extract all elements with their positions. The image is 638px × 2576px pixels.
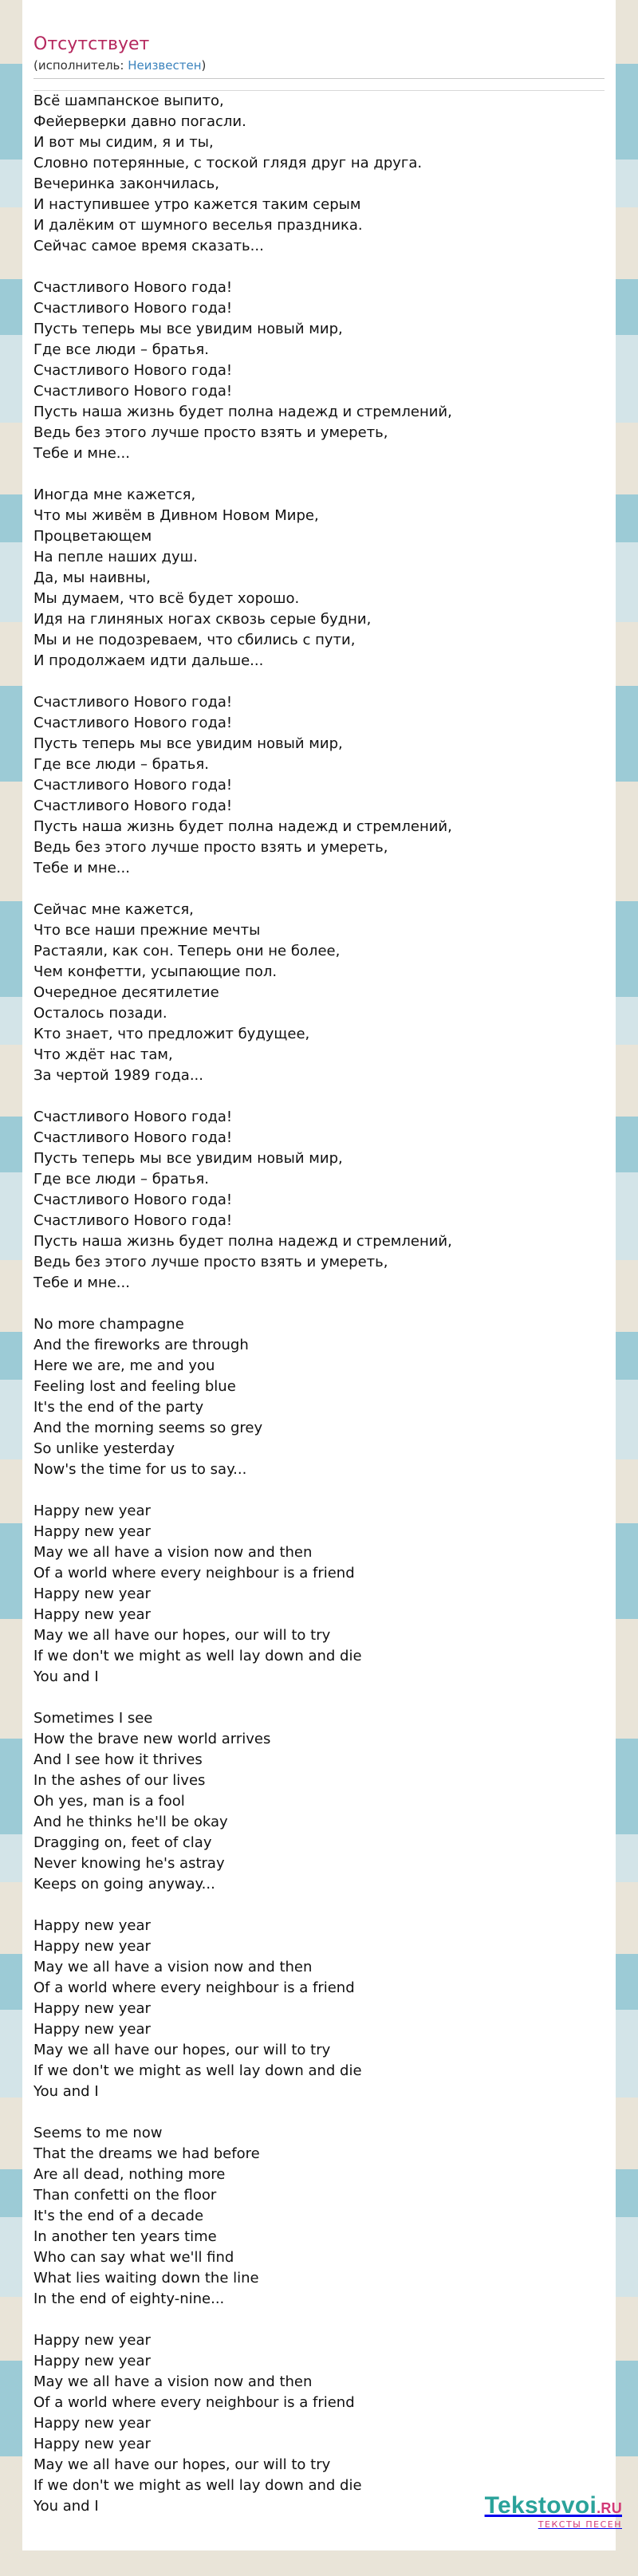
lyrics-stanza bbox=[33, 900, 605, 1086]
lyrics-line: Happy new year bbox=[33, 1523, 151, 1540]
lyrics-line: May we all have a vision now and then bbox=[33, 2373, 313, 2390]
lyrics-line: Happy new year bbox=[33, 1503, 151, 1519]
lyrics-line: Вечеринка закончилась, bbox=[33, 175, 219, 192]
lyrics-line: Sometimes I see bbox=[33, 1710, 153, 1727]
lyrics-line: Oh yes, man is a fool bbox=[33, 1793, 185, 1810]
lyrics-line: Тебе и мне... bbox=[33, 860, 130, 876]
lyrics-stanza bbox=[33, 1501, 605, 1688]
lyrics-line: Счастливого Нового года! bbox=[33, 694, 233, 711]
lyrics-line: Happy new year bbox=[33, 1606, 151, 1623]
lyrics-line: Словно потерянные, с тоской глядя друг на друга. bbox=[33, 155, 423, 171]
lyrics-stanza bbox=[33, 2123, 605, 2310]
lyrics-line: Of a world where every neighbour is a friend bbox=[33, 1979, 355, 1996]
lyrics-line: Now's the time for us to say... bbox=[33, 1461, 247, 1478]
lyrics-line: Happy new year bbox=[33, 2332, 151, 2349]
lyrics-line: Ведь без этого лучше просто взять и умереть, bbox=[33, 424, 388, 441]
lyrics-line: Keeps on going anyway... bbox=[33, 1876, 215, 1893]
lyrics-line: Да, мы наивны, bbox=[33, 569, 151, 586]
lyrics-line: Что ждёт нас там, bbox=[33, 1046, 173, 1063]
lyrics-line: За чертой 1989 года... bbox=[33, 1067, 203, 1084]
lyrics-line: May we all have our hopes, our will to try bbox=[33, 2456, 331, 2473]
site-logo[interactable] bbox=[485, 2493, 622, 2530]
lyrics-line: Мы думаем, что всё будет хорошо. bbox=[33, 590, 300, 607]
lyrics-line: Мы и не подозреваем, что сбились с пути, bbox=[33, 632, 356, 648]
lyrics-line: Где все люди – братья. bbox=[33, 756, 209, 773]
lyrics-line: Счастливого Нового года! bbox=[33, 1129, 233, 1146]
lyrics-line: Счастливого Нового года! bbox=[33, 798, 233, 814]
lyrics-line: Happy new year bbox=[33, 2000, 151, 2017]
lyrics-stanza bbox=[33, 278, 605, 464]
lyrics-line: You and I bbox=[33, 2083, 99, 2100]
lyrics-line: Счастливого Нового года! bbox=[33, 300, 233, 317]
lyrics-line: Очередное десятилетие bbox=[33, 984, 219, 1001]
lyrics-line: And he thinks he'll be okay bbox=[33, 1814, 228, 1830]
lyrics-line: And I see how it thrives bbox=[33, 1751, 203, 1768]
lyrics-line: In the end of eighty-nine... bbox=[33, 2290, 225, 2307]
lyrics-line: Тебе и мне... bbox=[33, 1274, 130, 1291]
lyrics-line: Счастливого Нового года! bbox=[33, 777, 233, 794]
lyrics-line: Кто знает, что предложит будущее, bbox=[33, 1026, 310, 1042]
lyrics-stanza bbox=[33, 91, 605, 257]
lyrics-line: Пусть наша жизнь будет полна надежд и стремлений, bbox=[33, 818, 452, 835]
lyrics-line: Процветающем bbox=[33, 528, 152, 545]
lyrics-line: Happy new year bbox=[33, 2415, 151, 2432]
lyrics-line: If we don't we might as well lay down and die bbox=[33, 1648, 362, 1664]
lyrics-line: It's the end of a decade bbox=[33, 2208, 204, 2224]
lyrics-line: Happy new year bbox=[33, 2436, 151, 2452]
lyrics-stanza bbox=[33, 692, 605, 879]
lyrics-line: И вот мы сидим, я и ты, bbox=[33, 134, 214, 151]
lyrics-line: You and I bbox=[33, 2498, 99, 2515]
lyrics-line: Are all dead, nothing more bbox=[33, 2166, 226, 2183]
lyrics-line: Сейчас мне кажется, bbox=[33, 901, 194, 918]
lyrics-line: Пусть теперь мы все увидим новый мир, bbox=[33, 1150, 343, 1167]
lyrics-line: Dragging on, feet of clay bbox=[33, 1834, 212, 1851]
lyrics-line: If we don't we might as well lay down and die bbox=[33, 2062, 362, 2079]
lyrics-line: Of a world where every neighbour is a friend bbox=[33, 2394, 355, 2411]
lyrics-line: И продолжаем идти дальше... bbox=[33, 652, 264, 669]
lyrics-card bbox=[22, 0, 616, 2550]
lyrics-line: Тебе и мне... bbox=[33, 445, 130, 462]
lyrics-line: Пусть теперь мы все увидим новый мир, bbox=[33, 321, 343, 337]
lyrics-stanza bbox=[33, 2330, 605, 2517]
lyrics-line: Счастливого Нового года! bbox=[33, 383, 233, 400]
lyrics-line: Пусть наша жизнь будет полна надежд и стремлений, bbox=[33, 1233, 452, 1250]
lyrics-line: Счастливого Нового года! bbox=[33, 715, 233, 731]
lyrics-line: And the morning seems so grey bbox=[33, 1420, 263, 1436]
lyrics-line: Of a world where every neighbour is a friend bbox=[33, 1565, 355, 1581]
lyrics-line: Happy new year bbox=[33, 1917, 151, 1934]
lyrics-line: And the fireworks are through bbox=[33, 1337, 249, 1353]
lyrics-line: На пепле наших душ. bbox=[33, 549, 198, 565]
lyrics-line: May we all have our hopes, our will to try bbox=[33, 1627, 331, 1644]
lyrics-line: Счастливого Нового года! bbox=[33, 1191, 233, 1208]
logo-tld: .RU bbox=[597, 2500, 622, 2516]
lyrics-line: Feeling lost and feeling blue bbox=[33, 1378, 236, 1395]
lyrics-line: Happy new year bbox=[33, 1585, 151, 1602]
lyrics-line: In another ten years time bbox=[33, 2228, 217, 2245]
lyrics-line: Счастливого Нового года! bbox=[33, 279, 233, 296]
lyrics-stanza bbox=[33, 1107, 605, 1294]
lyrics-line: Счастливого Нового года! bbox=[33, 1212, 233, 1229]
lyrics-line: И наступившее утро кажется таким серым bbox=[33, 196, 361, 213]
lyrics-line: Here we are, me and you bbox=[33, 1357, 215, 1374]
lyrics-stanza bbox=[33, 1916, 605, 2102]
lyrics-line: Фейерверки давно погасли. bbox=[33, 113, 246, 130]
lyrics-stanza bbox=[33, 1708, 605, 1895]
lyrics-line: Что все наши прежние мечты bbox=[33, 922, 261, 939]
lyrics-line: Happy new year bbox=[33, 2021, 151, 2038]
lyrics-line: Что мы живём в Дивном Новом Мире, bbox=[33, 507, 319, 524]
lyrics-line: Где все люди – братья. bbox=[33, 1171, 209, 1188]
lyrics-line: Never knowing he's astray bbox=[33, 1855, 225, 1872]
lyrics-line: Пусть теперь мы все увидим новый мир, bbox=[33, 735, 343, 752]
lyrics-line: How the brave new world arrives bbox=[33, 1731, 271, 1747]
lyrics-line: Ведь без этого лучше просто взять и умереть, bbox=[33, 839, 388, 856]
header-divider bbox=[33, 78, 605, 91]
lyrics-line: Happy new year bbox=[33, 2353, 151, 2369]
lyrics-line: That the dreams we had before bbox=[33, 2145, 260, 2162]
lyrics-line: No more champagne bbox=[33, 1316, 184, 1333]
lyrics-line: Than confetti on the floor bbox=[33, 2187, 217, 2204]
lyrics-line: Happy new year bbox=[33, 1938, 151, 1955]
lyrics-line: Идя на глиняных ногах сквозь серые будни, bbox=[33, 611, 372, 628]
lyrics-line: Ведь без этого лучше просто взять и умереть, bbox=[33, 1254, 388, 1270]
lyrics-line: Пусть наша жизнь будет полна надежд и стремлений, bbox=[33, 404, 452, 420]
lyrics-line: In the ashes of our lives bbox=[33, 1772, 206, 1789]
lyrics-line: Всё шампанское выпито, bbox=[33, 93, 224, 109]
lyrics-line: If we don't we might as well lay down and die bbox=[33, 2477, 362, 2494]
artist-link[interactable]: Неизвестен bbox=[128, 58, 202, 73]
lyrics-line: И далёким от шумного веселья праздника. bbox=[33, 217, 363, 234]
artist-prefix: (исполнитель: bbox=[33, 58, 128, 73]
logo-wordmark bbox=[485, 2493, 622, 2521]
lyrics-line: What lies waiting down the line bbox=[33, 2270, 259, 2286]
lyrics-line: So unlike yesterday bbox=[33, 1440, 175, 1457]
lyrics-line: May we all have our hopes, our will to try bbox=[33, 2042, 331, 2058]
lyrics-stanza bbox=[33, 1314, 605, 1480]
lyrics-line: Сейчас самое время сказать... bbox=[33, 238, 264, 254]
lyrics-line: Счастливого Нового года! bbox=[33, 1109, 233, 1125]
lyrics-line: Seems to me now bbox=[33, 2125, 163, 2141]
song-title: Отсутствует bbox=[33, 34, 150, 54]
lyrics-line: You and I bbox=[33, 1668, 99, 1685]
artist-suffix: ) bbox=[201, 58, 207, 73]
lyrics-line: Who can say what we'll find bbox=[33, 2249, 234, 2266]
lyrics-line: May we all have a vision now and then bbox=[33, 1959, 313, 1975]
logo-name: Tekstovoi bbox=[484, 2492, 597, 2519]
logo-tagline: ТЕКСТЫ ПЕСЕН bbox=[538, 2519, 622, 2530]
lyrics-text bbox=[33, 91, 605, 2517]
lyrics-line: Счастливого Нового года! bbox=[33, 362, 233, 379]
lyrics-line: Осталось позади. bbox=[33, 1005, 167, 1022]
lyrics-line: May we all have a vision now and then bbox=[33, 1544, 313, 1561]
lyrics-line: Где все люди – братья. bbox=[33, 341, 209, 358]
artist-line bbox=[33, 57, 605, 73]
lyrics-line: Чем конфетти, усыпающие пол. bbox=[33, 963, 278, 980]
lyrics-line: Иногда мне кажется, bbox=[33, 486, 196, 503]
lyrics-line: It's the end of the party bbox=[33, 1399, 204, 1416]
lyrics-stanza bbox=[33, 485, 605, 672]
lyrics-line: Растаяли, как сон. Теперь они не более, bbox=[33, 943, 341, 959]
